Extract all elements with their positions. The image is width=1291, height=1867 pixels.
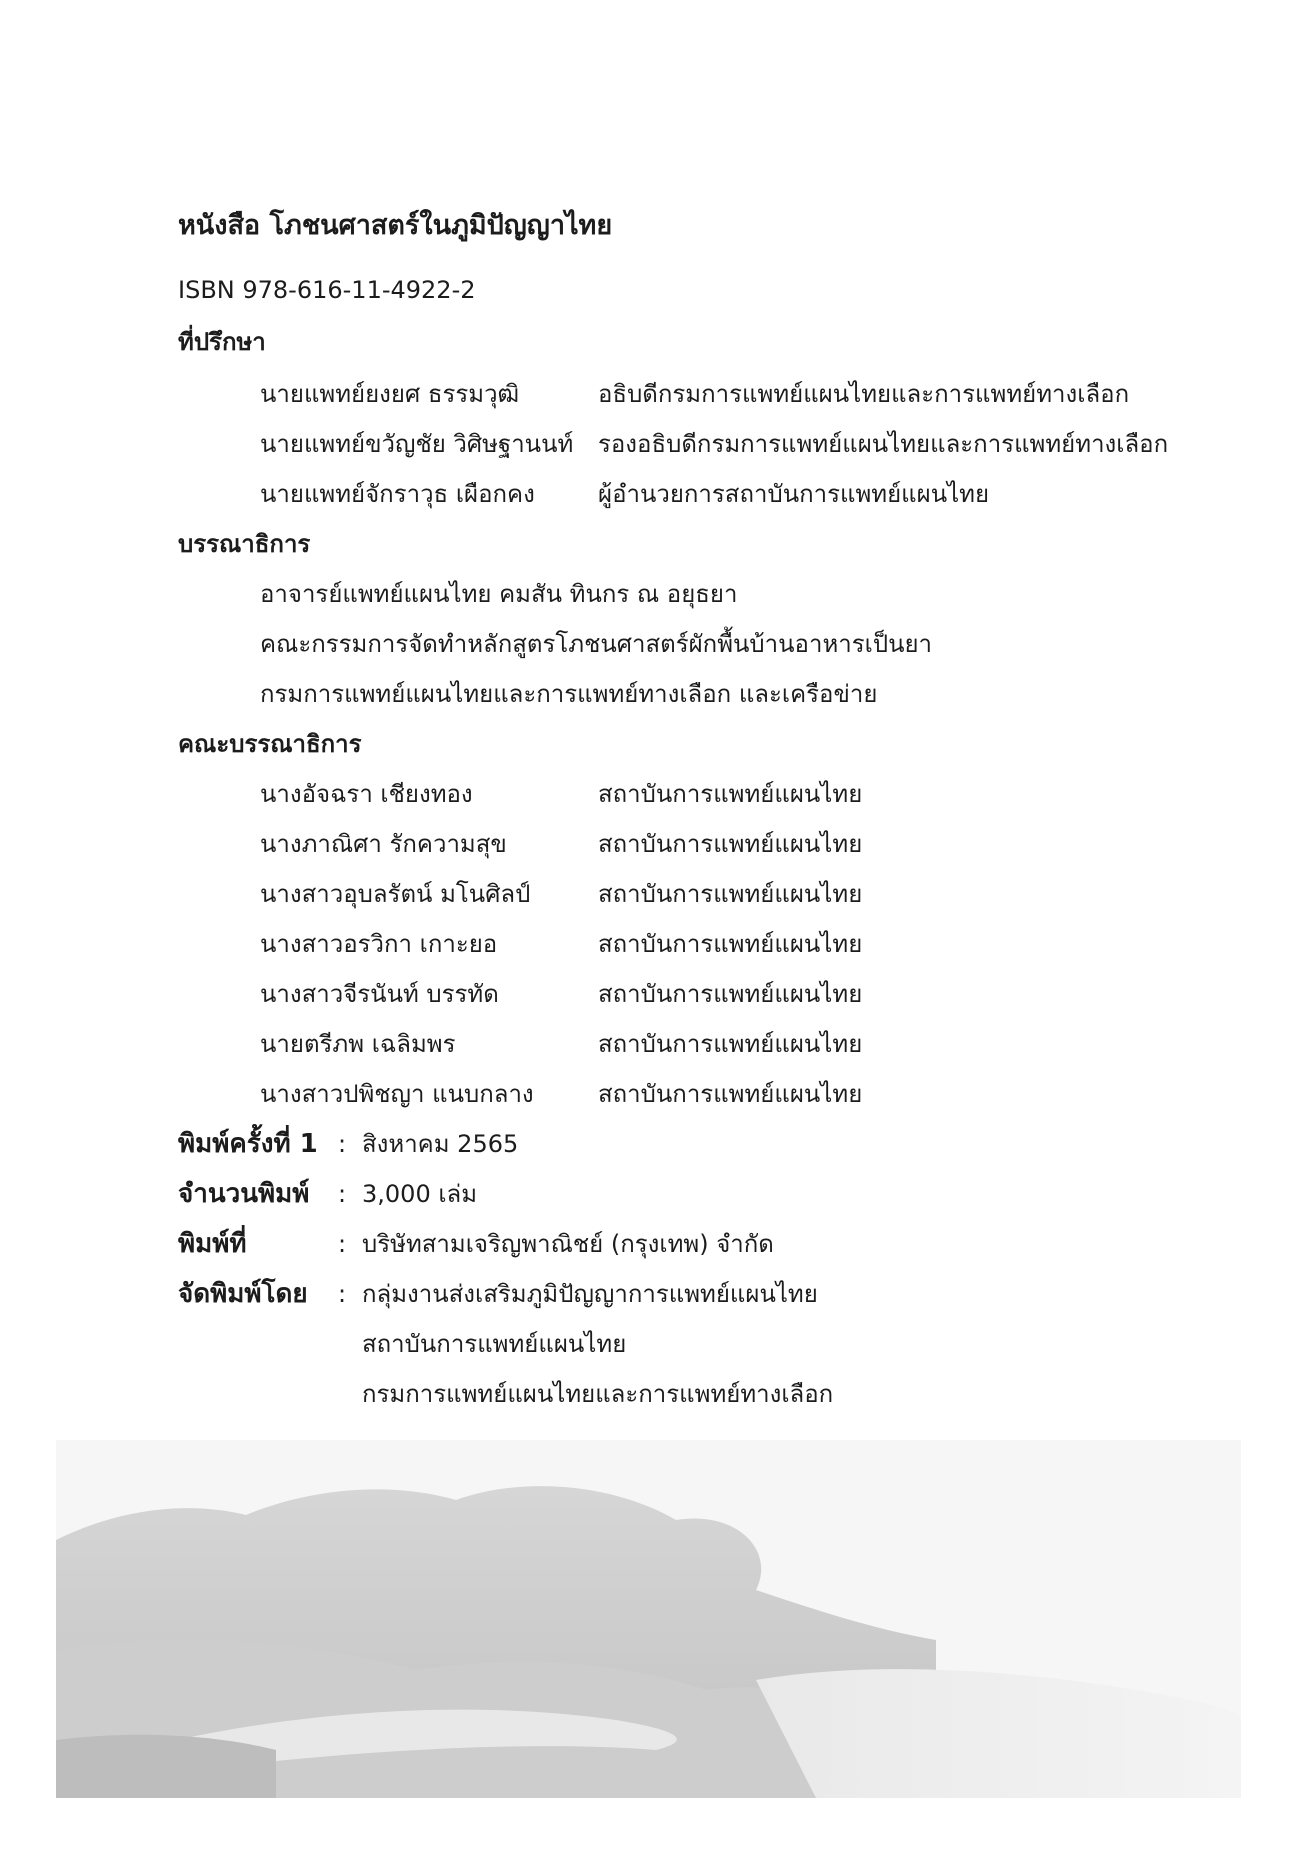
editor-line: กรมการแพทย์แผนไทยและการแพทย์ทางเลือก และเครือข่าย [260, 680, 878, 708]
advisor-role: รองอธิบดีกรมการแพทย์แผนไทยและการแพทย์ทางเลือก [598, 430, 1169, 458]
colon: : [338, 1280, 347, 1308]
board-member-name: นางอัจฉรา เชียงทอง [260, 780, 473, 808]
colon: : [338, 1130, 347, 1158]
board-member-name: นางสาวจีรนันท์ บรรทัด [260, 980, 499, 1008]
editor-heading: บรรณาธิการ [178, 530, 311, 558]
first-print-value: สิงหาคม 2565 [362, 1130, 519, 1158]
advisor-name: นายแพทย์ยงยศ ธรรมวุฒิ [260, 380, 520, 408]
publisher-row [178, 1278, 1078, 1310]
isbn: ISBN 978-616-11-4922-2 [178, 276, 476, 304]
book-title: หนังสือ โภชนศาสตร์ในภูมิปัญญาไทย [178, 210, 613, 241]
publisher-line: สถาบันการแพทย์แผนไทย [362, 1330, 627, 1358]
board-member-org: สถาบันการแพทย์แผนไทย [598, 930, 863, 958]
colon: : [338, 1230, 347, 1258]
editorial-board-heading: คณะบรรณาธิการ [178, 730, 362, 758]
board-member-org: สถาบันการแพทย์แผนไทย [598, 780, 863, 808]
advisor-role: ผู้อำนวยการสถาบันการแพทย์แผนไทย [598, 480, 990, 508]
publisher-label: จัดพิมพ์โดย [178, 1279, 308, 1309]
publisher-line: กรมการแพทย์แผนไทยและการแพทย์ทางเลือก [362, 1380, 834, 1408]
board-member-name: นางภาณิศา รักความสุข [260, 830, 507, 858]
copies-value: 3,000 เล่ม [362, 1180, 478, 1208]
board-member-name: นางสาวอรวิกา เกาะยอ [260, 930, 498, 958]
board-member-name: นางสาวอุบลรัตน์ มโนศิลป์ [260, 880, 531, 908]
editor-line: คณะกรรมการจัดทำหลักสูตรโภชนศาสตร์ผักพื้นบ้านอาหารเป็นยา [260, 630, 933, 658]
printer-value: บริษัทสามเจริญพาณิชย์ (กรุงเทพ) จำกัด [362, 1230, 774, 1258]
board-member-org: สถาบันการแพทย์แผนไทย [598, 830, 863, 858]
editor-line: อาจารย์แพทย์แผนไทย คมสัน ทินกร ณ อยุธยา [260, 580, 738, 608]
board-member-org: สถาบันการแพทย์แผนไทย [598, 1030, 863, 1058]
advisor-name: นายแพทย์ขวัญชัย วิศิษฐานนท์ [260, 430, 574, 458]
publisher-line: กลุ่มงานส่งเสริมภูมิปัญญาการแพทย์แผนไทย [362, 1280, 818, 1308]
printer-label: พิมพ์ที่ [178, 1229, 247, 1259]
printer-row [178, 1228, 1078, 1260]
board-member-org: สถาบันการแพทย์แผนไทย [598, 1080, 863, 1108]
colon: : [338, 1180, 347, 1208]
first-print-row [178, 1128, 1078, 1160]
copies-row [178, 1178, 1078, 1210]
copies-label: จำนวนพิมพ์ [178, 1179, 310, 1209]
advisors-heading: ที่ปรึกษา [178, 328, 266, 356]
ink-wash-background [56, 1440, 1241, 1798]
board-member-org: สถาบันการแพทย์แผนไทย [598, 880, 863, 908]
board-member-org: สถาบันการแพทย์แผนไทย [598, 980, 863, 1008]
board-member-name: นายตรีภพ เฉลิมพร [260, 1030, 456, 1058]
board-member-name: นางสาวปพิชญา แนบกลาง [260, 1080, 534, 1108]
advisor-role: อธิบดีกรมการแพทย์แผนไทยและการแพทย์ทางเลือก [598, 380, 1130, 408]
advisor-name: นายแพทย์จักราวุธ เผือกคง [260, 480, 535, 508]
first-print-label: พิมพ์ครั้งที่ 1 [178, 1129, 318, 1159]
